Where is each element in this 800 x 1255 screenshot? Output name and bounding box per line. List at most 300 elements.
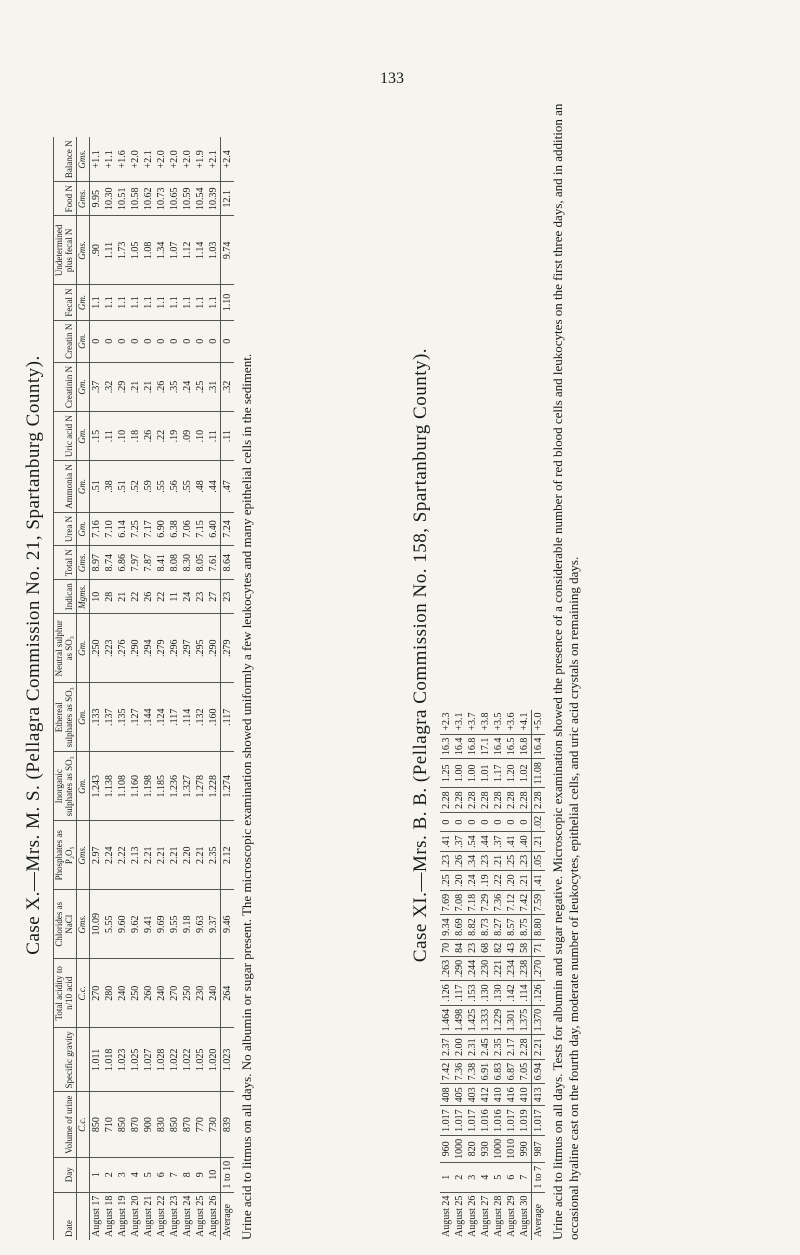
table-cell: .126 <box>440 981 453 1006</box>
unit-cell: Gm. <box>76 362 89 411</box>
table-cell: .55 <box>155 461 168 513</box>
average-cell: 9.46 <box>220 890 234 959</box>
table-cell: 1.07 <box>168 216 181 285</box>
average-cell: .11 <box>220 412 234 461</box>
table-cell: .18 <box>129 412 142 461</box>
table-cell: 3 <box>116 1157 129 1192</box>
table-cell: .127 <box>129 683 142 752</box>
table-row <box>440 710 453 1240</box>
column-header <box>54 752 77 821</box>
unit-cell <box>76 1157 89 1192</box>
table-cell: 10.62 <box>142 182 155 216</box>
table-cell: +3.1 <box>453 710 466 735</box>
table-cell: +3.6 <box>505 710 518 735</box>
table-row <box>129 137 142 1240</box>
table-cell: 6.86 <box>116 546 129 580</box>
table-cell: 1.185 <box>155 752 168 821</box>
table-cell: .230 <box>479 956 492 981</box>
table-cell: 9.18 <box>181 890 194 959</box>
table-cell: 2.00 <box>453 1035 466 1060</box>
table-cell: 1.1 <box>116 285 129 320</box>
table-cell: 7.36 <box>492 890 505 915</box>
average-cell: 1.017 <box>532 1106 546 1136</box>
average-cell: .21 <box>532 832 546 852</box>
table-cell: August 22 <box>155 1195 167 1237</box>
table-cell: 1.025 <box>194 1028 207 1092</box>
table-cell: 0 <box>466 812 479 832</box>
table-cell: 2.21 <box>194 821 207 890</box>
table-cell: 1.375 <box>518 1005 532 1035</box>
table-row <box>194 137 207 1240</box>
table-cell: 2 <box>453 1162 466 1192</box>
column-header <box>54 216 77 285</box>
case-10-section <box>23 70 255 1240</box>
table-cell: 9.34 <box>440 915 453 940</box>
table-cell: 2.28 <box>479 788 492 813</box>
column-header-label: Inorganic sulphates as SO₃ <box>54 756 74 817</box>
column-header <box>54 1092 77 1157</box>
header-row <box>54 137 77 1240</box>
unit-cell: Gm. <box>76 752 89 821</box>
table-cell: .296 <box>168 614 181 683</box>
table-cell: .37 <box>453 832 466 852</box>
table-cell: 1.027 <box>142 1028 155 1092</box>
table-row <box>181 137 194 1240</box>
table-cell: 1000 <box>492 1135 505 1162</box>
table-cell: 850 <box>168 1092 181 1157</box>
table-cell: 27 <box>207 580 221 614</box>
table-row <box>103 137 116 1240</box>
table-cell: 1.1 <box>155 285 168 320</box>
table-cell: .290 <box>453 956 466 981</box>
average-cell: 264 <box>220 959 234 1028</box>
table-cell: 2.17 <box>505 1035 518 1060</box>
table-cell: 7.18 <box>466 890 479 915</box>
table-cell: 0 <box>142 320 155 362</box>
table-cell: 1.229 <box>492 1005 505 1035</box>
table-cell: 10.39 <box>207 182 221 216</box>
average-cell: 7.24 <box>220 512 234 545</box>
table-cell: .38 <box>103 461 116 513</box>
table-cell: 10.30 <box>103 182 116 216</box>
table-cell: 1.236 <box>168 752 181 821</box>
case-10-table <box>53 137 234 1240</box>
table-cell: 0 <box>194 320 207 362</box>
table-cell: 9.69 <box>155 890 168 959</box>
table-cell: 1.11 <box>103 216 116 285</box>
table-cell: .153 <box>466 981 479 1006</box>
average-cell: .05 <box>532 851 546 871</box>
table-cell: 6.40 <box>207 512 221 545</box>
table-cell: +2.1 <box>207 137 221 181</box>
table-cell: 7.25 <box>129 512 142 545</box>
table-cell: 2.31 <box>466 1035 479 1060</box>
table-cell: .10 <box>116 412 129 461</box>
table-cell: .09 <box>181 412 194 461</box>
average-cell: 8.64 <box>220 546 234 580</box>
unit-cell: Mgms. <box>76 580 89 614</box>
table-cell: 1.011 <box>89 1028 103 1092</box>
table-cell: 10 <box>207 1157 221 1192</box>
table-cell: 1.05 <box>129 216 142 285</box>
table-cell: 2.45 <box>479 1035 492 1060</box>
table-cell: .130 <box>479 981 492 1006</box>
table-cell: .263 <box>440 956 453 981</box>
table-cell: August 28 <box>493 1195 504 1237</box>
table-cell: 270 <box>168 959 181 1028</box>
table-cell: 1.1 <box>142 285 155 320</box>
table-cell: 26 <box>142 580 155 614</box>
table-cell: 1.425 <box>466 1005 479 1035</box>
column-header <box>54 614 77 683</box>
table-cell: 5.55 <box>103 890 116 959</box>
average-cell: +2.4 <box>220 137 234 181</box>
unit-cell: Gm. <box>76 412 89 461</box>
table-cell: 7.12 <box>505 890 518 915</box>
table-cell: .25 <box>440 871 453 891</box>
table-cell: 1.00 <box>453 759 466 788</box>
table-cell: .21 <box>518 871 532 891</box>
table-cell: .56 <box>168 461 181 513</box>
table-cell: 58 <box>518 939 532 956</box>
table-cell: .144 <box>142 683 155 752</box>
column-header-label: Balance N <box>63 140 74 179</box>
table-cell: 2.21 <box>155 821 168 890</box>
table-cell: 10.58 <box>129 182 142 216</box>
table-cell: 410 <box>492 1084 505 1106</box>
average-cell: 0 <box>220 320 234 362</box>
column-header <box>54 890 77 959</box>
average-cell: 1.370 <box>532 1005 546 1035</box>
table-cell: +3.5 <box>492 710 505 735</box>
column-header-label: Chlorides as NaCl <box>54 901 74 947</box>
table-cell: 8.57 <box>505 915 518 940</box>
table-cell: +2.0 <box>129 137 142 181</box>
table-cell: 1.14 <box>194 216 207 285</box>
table-cell: .40 <box>518 832 532 852</box>
table-cell: .55 <box>181 461 194 513</box>
table-cell: .11 <box>103 412 116 461</box>
table-cell: 240 <box>155 959 168 1028</box>
average-cell: .02 <box>532 812 546 832</box>
average-cell: .126 <box>532 981 546 1006</box>
table-row <box>168 137 181 1240</box>
table-cell: .22 <box>492 871 505 891</box>
average-cell: 1.274 <box>220 752 234 821</box>
table-cell: 0 <box>116 320 129 362</box>
table-cell: 5 <box>142 1157 155 1192</box>
average-cell: .270 <box>532 956 546 981</box>
table-cell: 7.06 <box>181 512 194 545</box>
table-cell: 2.13 <box>129 821 142 890</box>
unit-cell: Gm. <box>76 285 89 320</box>
table-cell: 1000 <box>453 1135 466 1162</box>
column-header-label: Uric acid N <box>63 415 74 458</box>
table-cell: 4 <box>479 1162 492 1192</box>
table-cell: 9.63 <box>194 890 207 959</box>
table-cell: 10.09 <box>89 890 103 959</box>
average-cell: 1 to 7 <box>532 1162 546 1192</box>
average-cell: 987 <box>532 1135 546 1162</box>
units-row <box>76 137 89 1240</box>
table-cell: .35 <box>168 362 181 411</box>
column-header-label: Ammonia N <box>63 464 74 509</box>
table-cell: 870 <box>129 1092 142 1157</box>
table-cell: 7.42 <box>518 890 532 915</box>
table-cell: 2.37 <box>440 1035 453 1060</box>
table-cell: 11 <box>168 580 181 614</box>
table-cell: 16.3 <box>440 734 453 759</box>
table-cell: .117 <box>168 683 181 752</box>
average-cell: .117 <box>220 683 234 752</box>
table-cell: .19 <box>168 412 181 461</box>
average-cell: 1.023 <box>220 1028 234 1092</box>
table-cell: .26 <box>155 362 168 411</box>
table-cell: .276 <box>116 614 129 683</box>
table-cell: 710 <box>103 1092 116 1157</box>
column-header-label: Indican <box>63 583 74 611</box>
table-cell: .44 <box>479 832 492 852</box>
average-cell: 8.80 <box>532 915 546 940</box>
table-cell: 68 <box>479 939 492 956</box>
table-cell: August 30 <box>519 1195 530 1237</box>
table-cell: +1.9 <box>194 137 207 181</box>
table-cell: .32 <box>103 362 116 411</box>
table-cell: .31 <box>207 362 221 411</box>
table-cell: +2.0 <box>155 137 168 181</box>
table-cell: 2.35 <box>492 1035 505 1060</box>
average-cell: 1.10 <box>220 285 234 320</box>
table-cell: 7.10 <box>103 512 116 545</box>
average-cell: 2.28 <box>532 788 546 813</box>
table-cell: 6 <box>155 1157 168 1192</box>
unit-cell: Gm. <box>76 512 89 545</box>
average-cell: 413 <box>532 1084 546 1106</box>
table-cell: 1.301 <box>505 1005 518 1035</box>
table-cell: 8.05 <box>194 546 207 580</box>
average-cell: 12.1 <box>220 182 234 216</box>
table-cell: .114 <box>518 981 532 1006</box>
table-cell: 0 <box>103 320 116 362</box>
table-cell: .132 <box>194 683 207 752</box>
table-cell: 0 <box>207 320 221 362</box>
table-cell: 820 <box>466 1135 479 1162</box>
table-cell: .23 <box>479 851 492 871</box>
column-header <box>54 137 77 181</box>
table-cell: +1.1 <box>103 137 116 181</box>
table-cell: .11 <box>207 412 221 461</box>
table-cell: .19 <box>479 871 492 891</box>
average-cell: 9.74 <box>220 216 234 285</box>
average-cell: 1 to 10 <box>220 1157 234 1192</box>
average-cell: 6.94 <box>532 1059 546 1084</box>
table-cell: 22 <box>155 580 168 614</box>
table-cell: .51 <box>116 461 129 513</box>
table-cell: 1.1 <box>168 285 181 320</box>
table-cell: August 20 <box>129 1195 141 1237</box>
table-cell: 28 <box>103 580 116 614</box>
column-header <box>54 512 77 545</box>
table-cell: 7.29 <box>479 890 492 915</box>
average-cell: 16.4 <box>532 734 546 759</box>
table-cell: 8.08 <box>168 546 181 580</box>
column-header <box>54 412 77 461</box>
case-10-note: Urine acid to litmus on all days. No albumin or sugar present. The microscopic examination showed uniformly a few leukocytes and many epithelial cells in the sediment. <box>238 353 254 1240</box>
table-cell: 250 <box>181 959 194 1028</box>
table-cell: 2.28 <box>453 788 466 813</box>
table-cell: 770 <box>194 1092 207 1157</box>
table-cell: 930 <box>479 1135 492 1162</box>
table-cell: .137 <box>103 683 116 752</box>
table-cell: 16.5 <box>505 734 518 759</box>
table-cell: +2.0 <box>181 137 194 181</box>
table-row <box>466 710 479 1240</box>
table-cell: 2.22 <box>116 821 129 890</box>
table-cell: 7.61 <box>207 546 221 580</box>
table-cell: 8.82 <box>466 915 479 940</box>
table-cell: 2.28 <box>518 788 532 813</box>
table-cell: 240 <box>116 959 129 1028</box>
table-cell: 16.8 <box>466 734 479 759</box>
table-cell: August 19 <box>116 1195 128 1237</box>
table-cell: 10.73 <box>155 182 168 216</box>
table-cell: August 24 <box>441 1195 452 1237</box>
table-cell: +4.1 <box>518 710 532 735</box>
table-cell: 82 <box>492 939 505 956</box>
average-cell: .47 <box>220 461 234 513</box>
table-row <box>518 710 532 1240</box>
table-cell: .279 <box>155 614 168 683</box>
average-cell: 23 <box>220 580 234 614</box>
table-cell: 16.4 <box>492 734 505 759</box>
table-cell: .21 <box>129 362 142 411</box>
table-cell: 8 <box>181 1157 194 1192</box>
average-cell: .32 <box>220 362 234 411</box>
table-cell: 2.28 <box>466 788 479 813</box>
table-cell: 1.028 <box>155 1028 168 1092</box>
table-cell: 0 <box>155 320 168 362</box>
table-cell: August 26 <box>207 1195 219 1237</box>
table-cell: .37 <box>89 362 103 411</box>
table-cell: August 24 <box>181 1195 193 1237</box>
unit-cell: Gms. <box>76 137 89 181</box>
table-cell: 230 <box>194 959 207 1028</box>
column-header-label: Urea N <box>63 515 74 543</box>
table-cell: 1.73 <box>116 216 129 285</box>
table-cell: 2.35 <box>207 821 221 890</box>
unit-cell: Gm. <box>76 683 89 752</box>
rotated-page <box>15 70 795 1240</box>
table-cell: 280 <box>103 959 116 1028</box>
table-cell: 6.38 <box>168 512 181 545</box>
table-cell: 7.15 <box>194 512 207 545</box>
table-cell: 0 <box>492 812 505 832</box>
table-cell: 4 <box>129 1157 142 1192</box>
table-cell: 7 <box>168 1157 181 1192</box>
table-cell: .44 <box>207 461 221 513</box>
average-cell: .279 <box>220 614 234 683</box>
table-cell: 2.21 <box>168 821 181 890</box>
table-cell: 0 <box>129 320 142 362</box>
table-cell: 1.017 <box>505 1106 518 1136</box>
table-cell: 7.97 <box>129 546 142 580</box>
unit-cell: Gms. <box>76 821 89 890</box>
average-cell: 839 <box>220 1092 234 1157</box>
table-cell: .26 <box>142 412 155 461</box>
table-cell: 6.90 <box>155 512 168 545</box>
table-cell: 1.243 <box>89 752 103 821</box>
table-cell: 10.54 <box>194 182 207 216</box>
table-cell: .142 <box>505 981 518 1006</box>
table-cell: .20 <box>453 871 466 891</box>
table-cell: .29 <box>116 362 129 411</box>
table-cell: 2 <box>103 1157 116 1192</box>
table-cell: 8.30 <box>181 546 194 580</box>
table-cell: 1.278 <box>194 752 207 821</box>
column-header-label: Day <box>63 1167 74 1183</box>
table-cell: 2.28 <box>505 788 518 813</box>
column-header <box>54 362 77 411</box>
unit-cell: Gms. <box>76 890 89 959</box>
table-cell: 1.198 <box>142 752 155 821</box>
table-cell: 270 <box>89 959 103 1028</box>
table-cell: .23 <box>440 851 453 871</box>
table-cell: .133 <box>89 683 103 752</box>
table-cell: .59 <box>142 461 155 513</box>
column-header <box>54 683 77 752</box>
table-cell: 10.59 <box>181 182 194 216</box>
table-cell: .26 <box>453 851 466 871</box>
column-header <box>54 546 77 580</box>
table-cell: 830 <box>155 1092 168 1157</box>
table-cell: 1.160 <box>129 752 142 821</box>
column-header <box>54 285 77 320</box>
table-cell: +3.7 <box>466 710 479 735</box>
table-cell: 23 <box>194 580 207 614</box>
column-header <box>54 1192 77 1240</box>
table-cell: 9.55 <box>168 890 181 959</box>
table-cell: 1.01 <box>479 759 492 788</box>
table-cell: 2.21 <box>142 821 155 890</box>
unit-cell: Gms. <box>76 546 89 580</box>
table-cell: .294 <box>142 614 155 683</box>
table-cell: 8.41 <box>155 546 168 580</box>
table-cell: 0 <box>505 812 518 832</box>
column-header <box>54 320 77 362</box>
table-cell: 1.019 <box>518 1106 532 1136</box>
table-cell: 9.37 <box>207 890 221 959</box>
table-cell: 960 <box>440 1135 453 1162</box>
table-cell: 1.1 <box>89 285 103 320</box>
table-cell: .41 <box>505 832 518 852</box>
table-cell: 1.1 <box>103 285 116 320</box>
table-cell: 1.016 <box>479 1106 492 1136</box>
table-cell: 5 <box>492 1162 505 1192</box>
column-header <box>54 1157 77 1192</box>
table-cell: 416 <box>505 1084 518 1106</box>
average-cell: 2.12 <box>220 821 234 890</box>
table-cell: +2.1 <box>142 137 155 181</box>
column-header <box>54 821 77 890</box>
column-header-label: Creatin N <box>63 323 74 359</box>
table-cell: .290 <box>129 614 142 683</box>
table-row <box>155 137 168 1240</box>
table-cell: .223 <box>103 614 116 683</box>
table-cell: .234 <box>505 956 518 981</box>
column-header-label: Fecal N <box>63 288 74 317</box>
table-cell: 260 <box>142 959 155 1028</box>
table-cell: 2.28 <box>492 788 505 813</box>
